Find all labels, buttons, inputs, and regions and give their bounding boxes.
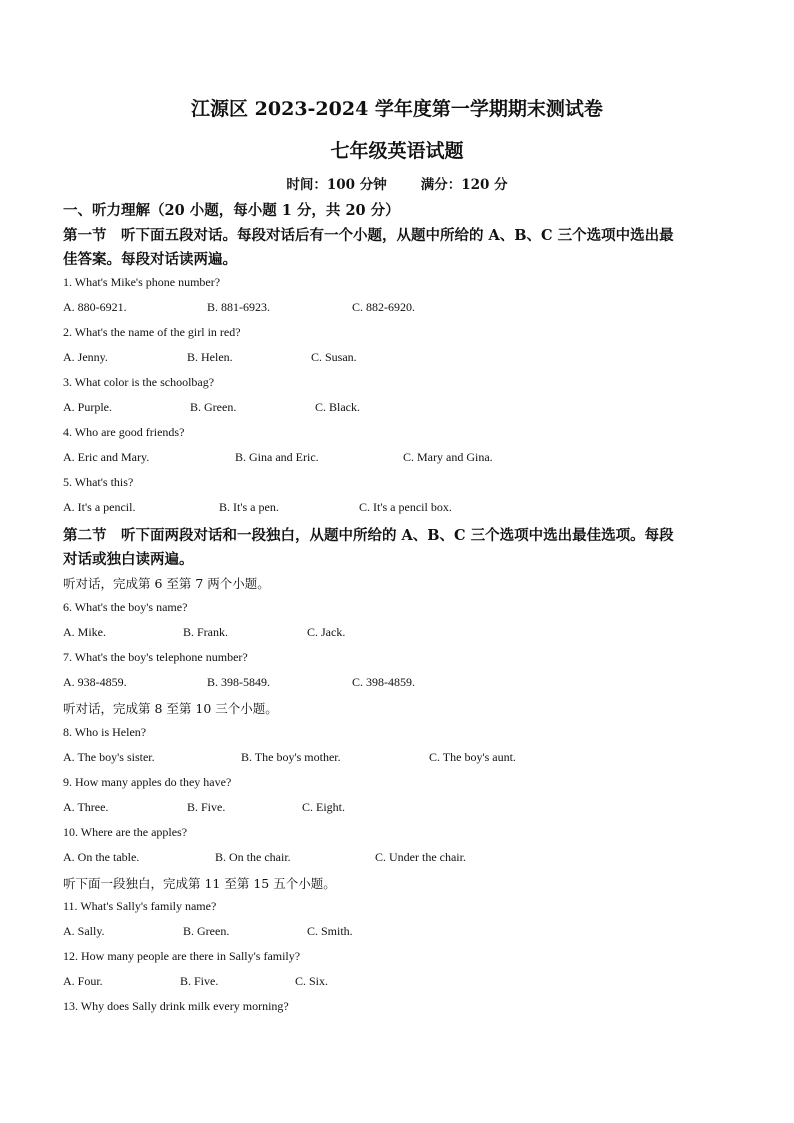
option-b: B. Green. xyxy=(190,400,237,414)
option-a: A. Purple. xyxy=(63,400,112,414)
part-heading: 一、听力理解（20 小题，每小题 1 分，共 20 分） xyxy=(63,202,400,219)
listening-note: 听下面一段独白，完成第 11 至第 15 五个小题。 xyxy=(63,876,336,891)
exam-score: 满分：120 分 xyxy=(420,177,508,193)
option-c: C. Smith. xyxy=(307,924,353,938)
option-c: C. 398-4859. xyxy=(352,675,415,689)
option-c: C. Under the chair. xyxy=(375,850,466,864)
option-c: C. Jack. xyxy=(307,625,346,639)
option-c: C. It's a pencil box. xyxy=(359,500,452,514)
question: 13. Why does Sally drink milk every morning? xyxy=(63,999,289,1013)
listening-note: 听对话，完成第 8 至第 10 三个小题。 xyxy=(63,701,278,716)
option-b: B. Green. xyxy=(183,924,230,938)
section1-instruction-cont: 佳答案。每段对话读两遍。 xyxy=(63,251,237,268)
question: 5. What's this? xyxy=(63,475,134,489)
question: 11. What's Sally's family name? xyxy=(63,899,217,913)
exam-subtitle: 七年级英语试题 xyxy=(330,140,464,162)
option-a: A. Three. xyxy=(63,800,109,814)
listening-note: 听对话，完成第 6 至第 7 两个小题。 xyxy=(63,576,270,591)
section1-instruction: 第一节 听下面五段对话。每段对话后有一个小题，从题中所给的 A、B、C 三个选项中选出最 xyxy=(63,227,674,244)
option-b: B. It's a pen. xyxy=(219,500,279,514)
exam-meta xyxy=(0,173,794,193)
option-a: A. Mike. xyxy=(63,625,106,639)
option-a: A. The boy's sister. xyxy=(63,750,155,764)
option-a: A. Jenny. xyxy=(63,350,108,364)
option-a: A. Eric and Mary. xyxy=(63,450,150,464)
question: 2. What's the name of the girl in red? xyxy=(63,325,241,339)
question: 10. Where are the apples? xyxy=(63,825,188,839)
option-c: C. Black. xyxy=(315,400,360,414)
option-b: B. 398-5849. xyxy=(207,675,270,689)
exam-time: 时间：100 分钟 xyxy=(286,177,387,193)
option-c: C. Susan. xyxy=(311,350,357,364)
option-b: B. The boy's mother. xyxy=(241,750,341,764)
option-b: B. Five. xyxy=(180,974,219,988)
option-a: A. 880-6921. xyxy=(63,300,127,314)
option-b: B. Five. xyxy=(187,800,226,814)
question: 3. What color is the schoolbag? xyxy=(63,375,215,389)
question: 6. What's the boy's name? xyxy=(63,600,188,614)
option-b: B. On the chair. xyxy=(215,850,291,864)
question: 9. How many apples do they have? xyxy=(63,775,232,789)
option-c: C. Six. xyxy=(295,974,329,988)
option-c: C. 882-6920. xyxy=(352,300,415,314)
question: 8. Who is Helen? xyxy=(63,725,147,739)
option-c: C. Mary and Gina. xyxy=(403,450,493,464)
option-b: B. Frank. xyxy=(183,625,228,639)
question: 12. How many people are there in Sally's family? xyxy=(63,949,301,963)
option-b: B. 881-6923. xyxy=(207,300,270,314)
option-a: A. Four. xyxy=(63,974,103,988)
section2-instruction-cont: 对话或独白读两遍。 xyxy=(63,551,194,568)
exam-title: 江源区 2023-2024 学年度第一学期期末测试卷 xyxy=(191,98,603,120)
option-b: B. Gina and Eric. xyxy=(235,450,319,464)
option-a: A. 938-4859. xyxy=(63,675,127,689)
section2-instruction: 第二节 听下面两段对话和一段独白，从题中所给的 A、B、C 三个选项中选出最佳选项。每段 xyxy=(63,527,674,544)
question: 4. Who are good friends? xyxy=(63,425,185,439)
option-b: B. Helen. xyxy=(187,350,233,364)
option-a: A. It's a pencil. xyxy=(63,500,136,514)
option-a: A. Sally. xyxy=(63,924,105,938)
option-a: A. On the table. xyxy=(63,850,140,864)
option-c: C. The boy's aunt. xyxy=(429,750,516,764)
option-c: C. Eight. xyxy=(302,800,346,814)
question: 7. What's the boy's telephone number? xyxy=(63,650,248,664)
question: 1. What's Mike's phone number? xyxy=(63,275,221,289)
